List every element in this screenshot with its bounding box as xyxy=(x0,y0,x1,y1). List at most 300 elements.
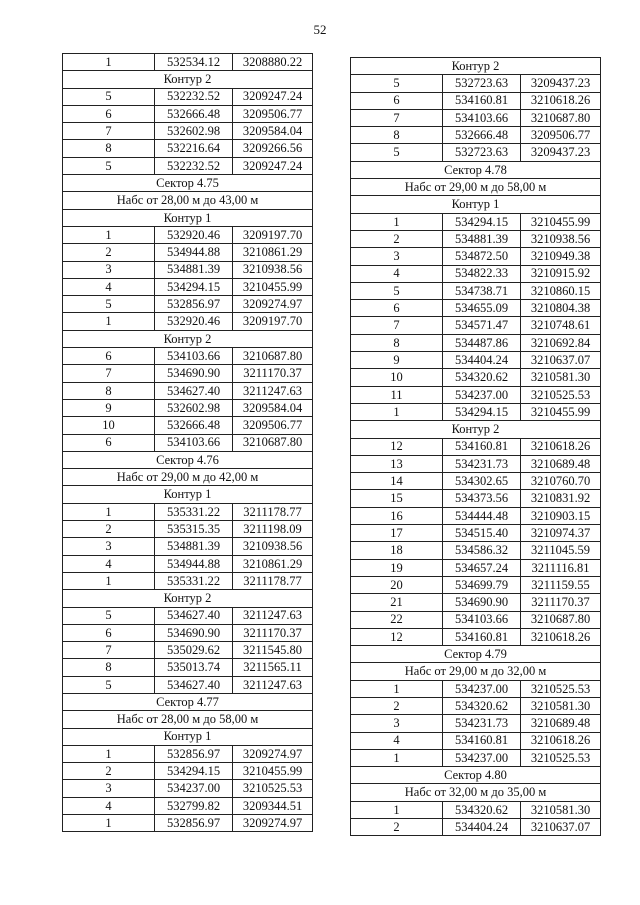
section-heading-row xyxy=(63,469,313,486)
coordinate-row xyxy=(351,75,601,92)
coordinate-y: 3209437.23 xyxy=(521,75,601,92)
coordinate-row xyxy=(351,819,601,836)
point-number: 1 xyxy=(351,403,443,420)
coordinate-x: 534302.65 xyxy=(443,473,521,490)
coordinate-y: 3209266.56 xyxy=(233,140,313,157)
coordinate-x: 534160.81 xyxy=(443,732,521,749)
coordinate-x: 534237.00 xyxy=(443,386,521,403)
coordinate-row xyxy=(351,680,601,697)
point-number: 9 xyxy=(63,399,155,416)
coordinate-row xyxy=(63,296,313,313)
coordinate-y: 3210831.92 xyxy=(521,490,601,507)
coordinate-y: 3210525.53 xyxy=(521,749,601,766)
point-number: 11 xyxy=(351,386,443,403)
point-number: 1 xyxy=(351,213,443,230)
coordinate-y: 3210861.29 xyxy=(233,244,313,261)
coordinate-y: 3210618.26 xyxy=(521,92,601,109)
coordinate-y: 3211170.37 xyxy=(233,624,313,641)
coordinate-x: 532666.48 xyxy=(155,417,233,434)
coordinate-y: 3210974.37 xyxy=(521,525,601,542)
coordinate-x: 534404.24 xyxy=(443,352,521,369)
coordinate-x: 534487.86 xyxy=(443,334,521,351)
point-number: 4 xyxy=(351,732,443,749)
coordinate-x: 535331.22 xyxy=(155,503,233,520)
coordinate-x: 532602.98 xyxy=(155,399,233,416)
coordinate-y: 3210455.99 xyxy=(521,213,601,230)
coordinate-x: 532232.52 xyxy=(155,88,233,105)
section-heading: Сектор 4.78 xyxy=(351,161,601,178)
coordinate-row xyxy=(63,659,313,676)
section-heading: Набс от 28,00 м до 43,00 м xyxy=(63,192,313,209)
coordinate-x: 534294.15 xyxy=(443,403,521,420)
section-heading: Контур 1 xyxy=(63,728,313,745)
coordinate-y: 3210455.99 xyxy=(521,403,601,420)
coordinate-x: 534373.56 xyxy=(443,490,521,507)
coordinate-y: 3209247.24 xyxy=(233,157,313,174)
coordinate-y: 3209584.04 xyxy=(233,123,313,140)
point-number: 1 xyxy=(63,745,155,762)
coordinate-y: 3210687.80 xyxy=(233,348,313,365)
coordinate-row xyxy=(63,105,313,122)
coordinate-x: 534160.81 xyxy=(443,438,521,455)
coordinate-x: 535029.62 xyxy=(155,642,233,659)
point-number: 2 xyxy=(63,244,155,261)
point-number: 6 xyxy=(63,624,155,641)
section-heading-row xyxy=(63,711,313,728)
section-heading: Контур 2 xyxy=(63,330,313,347)
coordinate-row xyxy=(351,144,601,161)
section-heading: Набс от 29,00 м до 58,00 м xyxy=(351,179,601,196)
point-number: 5 xyxy=(351,282,443,299)
point-number: 4 xyxy=(63,797,155,814)
point-number: 7 xyxy=(351,109,443,126)
point-number: 6 xyxy=(63,348,155,365)
coordinate-x: 534294.15 xyxy=(155,763,233,780)
point-number: 2 xyxy=(351,819,443,836)
coordinate-y: 3211247.63 xyxy=(233,607,313,624)
coordinate-row xyxy=(351,438,601,455)
coordinate-row xyxy=(351,732,601,749)
section-heading-row xyxy=(63,451,313,468)
coordinate-y: 3210618.26 xyxy=(521,732,601,749)
coordinate-x: 534627.40 xyxy=(155,382,233,399)
coordinate-x: 534237.00 xyxy=(155,780,233,797)
point-number: 5 xyxy=(63,607,155,624)
section-heading-row xyxy=(63,192,313,209)
point-number: 1 xyxy=(351,749,443,766)
point-number: 12 xyxy=(351,438,443,455)
section-heading-row xyxy=(63,728,313,745)
coordinate-x: 534103.66 xyxy=(443,611,521,628)
coordinate-x: 534571.47 xyxy=(443,317,521,334)
point-number: 20 xyxy=(351,576,443,593)
point-number: 9 xyxy=(351,352,443,369)
point-number: 5 xyxy=(63,296,155,313)
point-number: 1 xyxy=(351,680,443,697)
coordinate-y: 3211045.59 xyxy=(521,542,601,559)
coordinate-row xyxy=(63,503,313,520)
point-number: 1 xyxy=(63,54,155,71)
section-heading-row xyxy=(351,161,601,178)
coordinate-row xyxy=(63,123,313,140)
coordinate-x: 532602.98 xyxy=(155,123,233,140)
point-number: 10 xyxy=(63,417,155,434)
coordinate-y: 3210687.80 xyxy=(233,434,313,451)
coordinate-y: 3210637.07 xyxy=(521,819,601,836)
point-number: 16 xyxy=(351,507,443,524)
coordinate-y: 3211116.81 xyxy=(521,559,601,576)
point-number: 5 xyxy=(63,676,155,693)
coordinate-row xyxy=(63,624,313,641)
coordinate-y: 3211178.77 xyxy=(233,503,313,520)
point-number: 1 xyxy=(63,572,155,589)
coordinate-x: 534160.81 xyxy=(443,92,521,109)
section-heading: Контур 1 xyxy=(63,486,313,503)
coordinate-y: 3209274.97 xyxy=(233,745,313,762)
coordinate-x: 534320.62 xyxy=(443,369,521,386)
coordinate-x: 532534.12 xyxy=(155,54,233,71)
coordinate-row xyxy=(63,365,313,382)
point-number: 1 xyxy=(63,815,155,832)
coordinate-x: 534738.71 xyxy=(443,282,521,299)
coordinate-y: 3210938.56 xyxy=(521,230,601,247)
coordinate-row xyxy=(351,369,601,386)
coordinate-row xyxy=(351,507,601,524)
point-number: 1 xyxy=(63,313,155,330)
coordinate-row xyxy=(351,317,601,334)
coordinate-row xyxy=(351,542,601,559)
point-number: 2 xyxy=(63,521,155,538)
coordinate-y: 3209584.04 xyxy=(233,399,313,416)
coordinate-x: 534320.62 xyxy=(443,697,521,714)
coordinate-y: 3210903.15 xyxy=(521,507,601,524)
coordinate-x: 535315.35 xyxy=(155,521,233,538)
coordinate-y: 3211247.63 xyxy=(233,382,313,399)
coordinate-row xyxy=(63,157,313,174)
coordinate-y: 3211170.37 xyxy=(521,594,601,611)
coordinate-y: 3211170.37 xyxy=(233,365,313,382)
point-number: 6 xyxy=(351,92,443,109)
coordinate-y: 3209506.77 xyxy=(233,105,313,122)
section-heading-row xyxy=(63,330,313,347)
coordinate-row xyxy=(351,265,601,282)
coordinate-y: 3210748.61 xyxy=(521,317,601,334)
coordinate-y: 3210938.56 xyxy=(233,261,313,278)
point-number: 3 xyxy=(351,715,443,732)
point-number: 3 xyxy=(63,538,155,555)
coordinate-row xyxy=(63,572,313,589)
point-number: 4 xyxy=(63,278,155,295)
coordinate-y: 3209197.70 xyxy=(233,313,313,330)
coordinate-x: 534627.40 xyxy=(155,607,233,624)
coordinate-x: 534944.88 xyxy=(155,244,233,261)
point-number: 15 xyxy=(351,490,443,507)
page-number: 52 xyxy=(313,22,327,37)
section-heading: Контур 2 xyxy=(63,590,313,607)
section-heading: Контур 1 xyxy=(351,196,601,213)
coordinate-row xyxy=(351,282,601,299)
coordinate-row xyxy=(351,334,601,351)
coordinate-row xyxy=(63,226,313,243)
point-number: 6 xyxy=(63,434,155,451)
coordinate-x: 534690.90 xyxy=(155,624,233,641)
coordinate-y: 3210637.07 xyxy=(521,352,601,369)
section-heading: Сектор 4.80 xyxy=(351,767,601,784)
coordinate-row xyxy=(351,455,601,472)
coordinate-x: 534881.39 xyxy=(155,538,233,555)
point-number: 6 xyxy=(63,105,155,122)
point-number: 22 xyxy=(351,611,443,628)
coordinate-x: 534294.15 xyxy=(155,278,233,295)
coordinate-y: 3210525.53 xyxy=(233,780,313,797)
coordinate-x: 534872.50 xyxy=(443,248,521,265)
coordinate-x: 534627.40 xyxy=(155,676,233,693)
coordinate-row xyxy=(63,607,313,624)
coordinate-x: 534881.39 xyxy=(155,261,233,278)
coordinate-y: 3210455.99 xyxy=(233,763,313,780)
coordinate-x: 532799.82 xyxy=(155,797,233,814)
coordinate-y: 3211545.80 xyxy=(233,642,313,659)
coordinate-x: 534699.79 xyxy=(443,576,521,593)
coordinate-row xyxy=(351,403,601,420)
coordinate-row xyxy=(63,313,313,330)
coordinate-y: 3210938.56 xyxy=(233,538,313,555)
coordinate-x: 534103.66 xyxy=(155,348,233,365)
coordinate-row xyxy=(63,434,313,451)
section-heading-row xyxy=(351,784,601,801)
coordinate-row xyxy=(63,88,313,105)
section-heading: Набс от 29,00 м до 42,00 м xyxy=(63,469,313,486)
coordinate-y: 3210618.26 xyxy=(521,628,601,645)
coordinate-x: 535013.74 xyxy=(155,659,233,676)
coordinate-y: 3210949.38 xyxy=(521,248,601,265)
coordinate-row xyxy=(351,490,601,507)
section-heading: Сектор 4.76 xyxy=(63,451,313,468)
coordinate-x: 534657.24 xyxy=(443,559,521,576)
coordinate-y: 3210455.99 xyxy=(233,278,313,295)
section-heading-row xyxy=(351,767,601,784)
section-heading: Сектор 4.79 xyxy=(351,646,601,663)
coordinate-row xyxy=(63,261,313,278)
coordinate-x: 534103.66 xyxy=(443,109,521,126)
coordinate-x: 534881.39 xyxy=(443,230,521,247)
section-heading: Контур 2 xyxy=(351,58,601,75)
section-heading-row xyxy=(63,486,313,503)
point-number: 7 xyxy=(63,123,155,140)
point-number: 18 xyxy=(351,542,443,559)
coordinate-row xyxy=(63,745,313,762)
coordinate-y: 3211247.63 xyxy=(233,676,313,693)
point-number: 5 xyxy=(351,75,443,92)
section-heading: Набс от 28,00 м до 58,00 м xyxy=(63,711,313,728)
point-number: 12 xyxy=(351,628,443,645)
coordinate-y: 3210692.84 xyxy=(521,334,601,351)
coordinate-y: 3209437.23 xyxy=(521,144,601,161)
point-number: 5 xyxy=(351,144,443,161)
coordinate-x: 534103.66 xyxy=(155,434,233,451)
point-number: 7 xyxy=(63,642,155,659)
coordinate-row xyxy=(63,54,313,71)
coordinate-y: 3209506.77 xyxy=(521,127,601,144)
point-number: 4 xyxy=(351,265,443,282)
section-heading-row xyxy=(351,196,601,213)
coordinate-row xyxy=(63,538,313,555)
coordinate-x: 534237.00 xyxy=(443,680,521,697)
coordinate-row xyxy=(63,815,313,832)
coordinate-row xyxy=(63,278,313,295)
point-number: 7 xyxy=(63,365,155,382)
coordinate-y: 3210581.30 xyxy=(521,697,601,714)
coordinate-row xyxy=(351,213,601,230)
point-number: 1 xyxy=(63,226,155,243)
point-number: 10 xyxy=(351,369,443,386)
coordinate-row xyxy=(63,244,313,261)
coordinate-row xyxy=(351,300,601,317)
point-number: 6 xyxy=(351,300,443,317)
coordinate-row xyxy=(63,348,313,365)
section-heading: Контур 2 xyxy=(63,71,313,88)
coordinate-y: 3210581.30 xyxy=(521,801,601,818)
section-heading-row xyxy=(63,693,313,710)
coordinate-y: 3211178.77 xyxy=(233,572,313,589)
section-heading-row xyxy=(351,646,601,663)
coordinate-row xyxy=(63,140,313,157)
section-heading-row xyxy=(63,71,313,88)
point-number: 13 xyxy=(351,455,443,472)
coordinate-x: 532920.46 xyxy=(155,313,233,330)
coordinate-y: 3209247.24 xyxy=(233,88,313,105)
coordinate-y: 3210525.53 xyxy=(521,386,601,403)
coordinate-x: 532666.48 xyxy=(155,105,233,122)
coordinate-row xyxy=(351,92,601,109)
section-heading: Контур 1 xyxy=(63,209,313,226)
coordinate-row xyxy=(63,642,313,659)
section-heading-row xyxy=(351,421,601,438)
coordinate-x: 534944.88 xyxy=(155,555,233,572)
coordinate-row xyxy=(63,521,313,538)
coordinate-row xyxy=(351,576,601,593)
coordinate-row xyxy=(351,559,601,576)
coordinate-y: 3210760.70 xyxy=(521,473,601,490)
point-number: 17 xyxy=(351,525,443,542)
coordinate-y: 3210525.53 xyxy=(521,680,601,697)
coordinate-x: 532666.48 xyxy=(443,127,521,144)
point-number: 2 xyxy=(351,230,443,247)
coordinate-row xyxy=(351,386,601,403)
point-number: 7 xyxy=(351,317,443,334)
coordinate-x: 534237.00 xyxy=(443,749,521,766)
coordinate-row xyxy=(351,801,601,818)
coordinate-row xyxy=(63,797,313,814)
coordinate-x: 532216.64 xyxy=(155,140,233,157)
coordinate-row xyxy=(351,749,601,766)
coordinate-y: 3211565.11 xyxy=(233,659,313,676)
section-heading-row xyxy=(63,590,313,607)
coordinate-y: 3210915.92 xyxy=(521,265,601,282)
coordinate-x: 534690.90 xyxy=(155,365,233,382)
section-heading-row xyxy=(63,175,313,192)
point-number: 8 xyxy=(63,382,155,399)
coordinate-x: 534160.81 xyxy=(443,628,521,645)
section-heading: Контур 2 xyxy=(351,421,601,438)
section-heading: Сектор 4.75 xyxy=(63,175,313,192)
point-number: 19 xyxy=(351,559,443,576)
point-number: 3 xyxy=(63,261,155,278)
coordinate-row xyxy=(351,127,601,144)
coordinate-x: 534294.15 xyxy=(443,213,521,230)
section-heading: Сектор 4.77 xyxy=(63,693,313,710)
point-number: 14 xyxy=(351,473,443,490)
coordinate-y: 3210689.48 xyxy=(521,455,601,472)
coordinate-x: 534231.73 xyxy=(443,455,521,472)
coordinates-table-left xyxy=(62,53,313,832)
coordinate-y: 3211159.55 xyxy=(521,576,601,593)
coordinate-row xyxy=(63,780,313,797)
coordinate-x: 534822.33 xyxy=(443,265,521,282)
coordinate-row xyxy=(351,697,601,714)
coordinate-x: 532920.46 xyxy=(155,226,233,243)
coordinate-row xyxy=(63,676,313,693)
section-heading-row xyxy=(351,179,601,196)
coordinate-x: 534320.62 xyxy=(443,801,521,818)
coordinate-row xyxy=(351,230,601,247)
section-heading-row xyxy=(351,58,601,75)
coordinate-row xyxy=(351,248,601,265)
coordinate-x: 532232.52 xyxy=(155,157,233,174)
point-number: 1 xyxy=(63,503,155,520)
coordinate-x: 534444.48 xyxy=(443,507,521,524)
coordinate-y: 3210804.38 xyxy=(521,300,601,317)
coordinate-x: 534231.73 xyxy=(443,715,521,732)
coordinate-row xyxy=(351,525,601,542)
coordinate-row xyxy=(351,628,601,645)
coordinate-y: 3209274.97 xyxy=(233,815,313,832)
coordinate-y: 3210861.29 xyxy=(233,555,313,572)
coordinate-y: 3209197.70 xyxy=(233,226,313,243)
coordinate-y: 3209344.51 xyxy=(233,797,313,814)
point-number: 3 xyxy=(351,248,443,265)
coordinate-row xyxy=(351,594,601,611)
coordinate-row xyxy=(351,109,601,126)
coordinate-row xyxy=(351,473,601,490)
coordinate-x: 532856.97 xyxy=(155,745,233,762)
coordinate-row xyxy=(63,417,313,434)
coordinate-x: 532856.97 xyxy=(155,815,233,832)
point-number: 4 xyxy=(63,555,155,572)
point-number: 3 xyxy=(63,780,155,797)
section-heading-row xyxy=(63,209,313,226)
coordinate-y: 3210689.48 xyxy=(521,715,601,732)
point-number: 2 xyxy=(351,697,443,714)
coordinate-x: 532856.97 xyxy=(155,296,233,313)
point-number: 21 xyxy=(351,594,443,611)
coordinate-row xyxy=(63,555,313,572)
coordinate-x: 534515.40 xyxy=(443,525,521,542)
coordinate-y: 3210618.26 xyxy=(521,438,601,455)
coordinate-x: 534690.90 xyxy=(443,594,521,611)
coordinate-y: 3210687.80 xyxy=(521,109,601,126)
coordinate-x: 532723.63 xyxy=(443,144,521,161)
coordinate-x: 534586.32 xyxy=(443,542,521,559)
coordinate-x: 535331.22 xyxy=(155,572,233,589)
coordinate-y: 3209274.97 xyxy=(233,296,313,313)
point-number: 5 xyxy=(63,157,155,174)
section-heading-row xyxy=(351,663,601,680)
coordinate-y: 3211198.09 xyxy=(233,521,313,538)
coordinate-x: 532723.63 xyxy=(443,75,521,92)
coordinate-row xyxy=(63,763,313,780)
coordinate-y: 3210687.80 xyxy=(521,611,601,628)
